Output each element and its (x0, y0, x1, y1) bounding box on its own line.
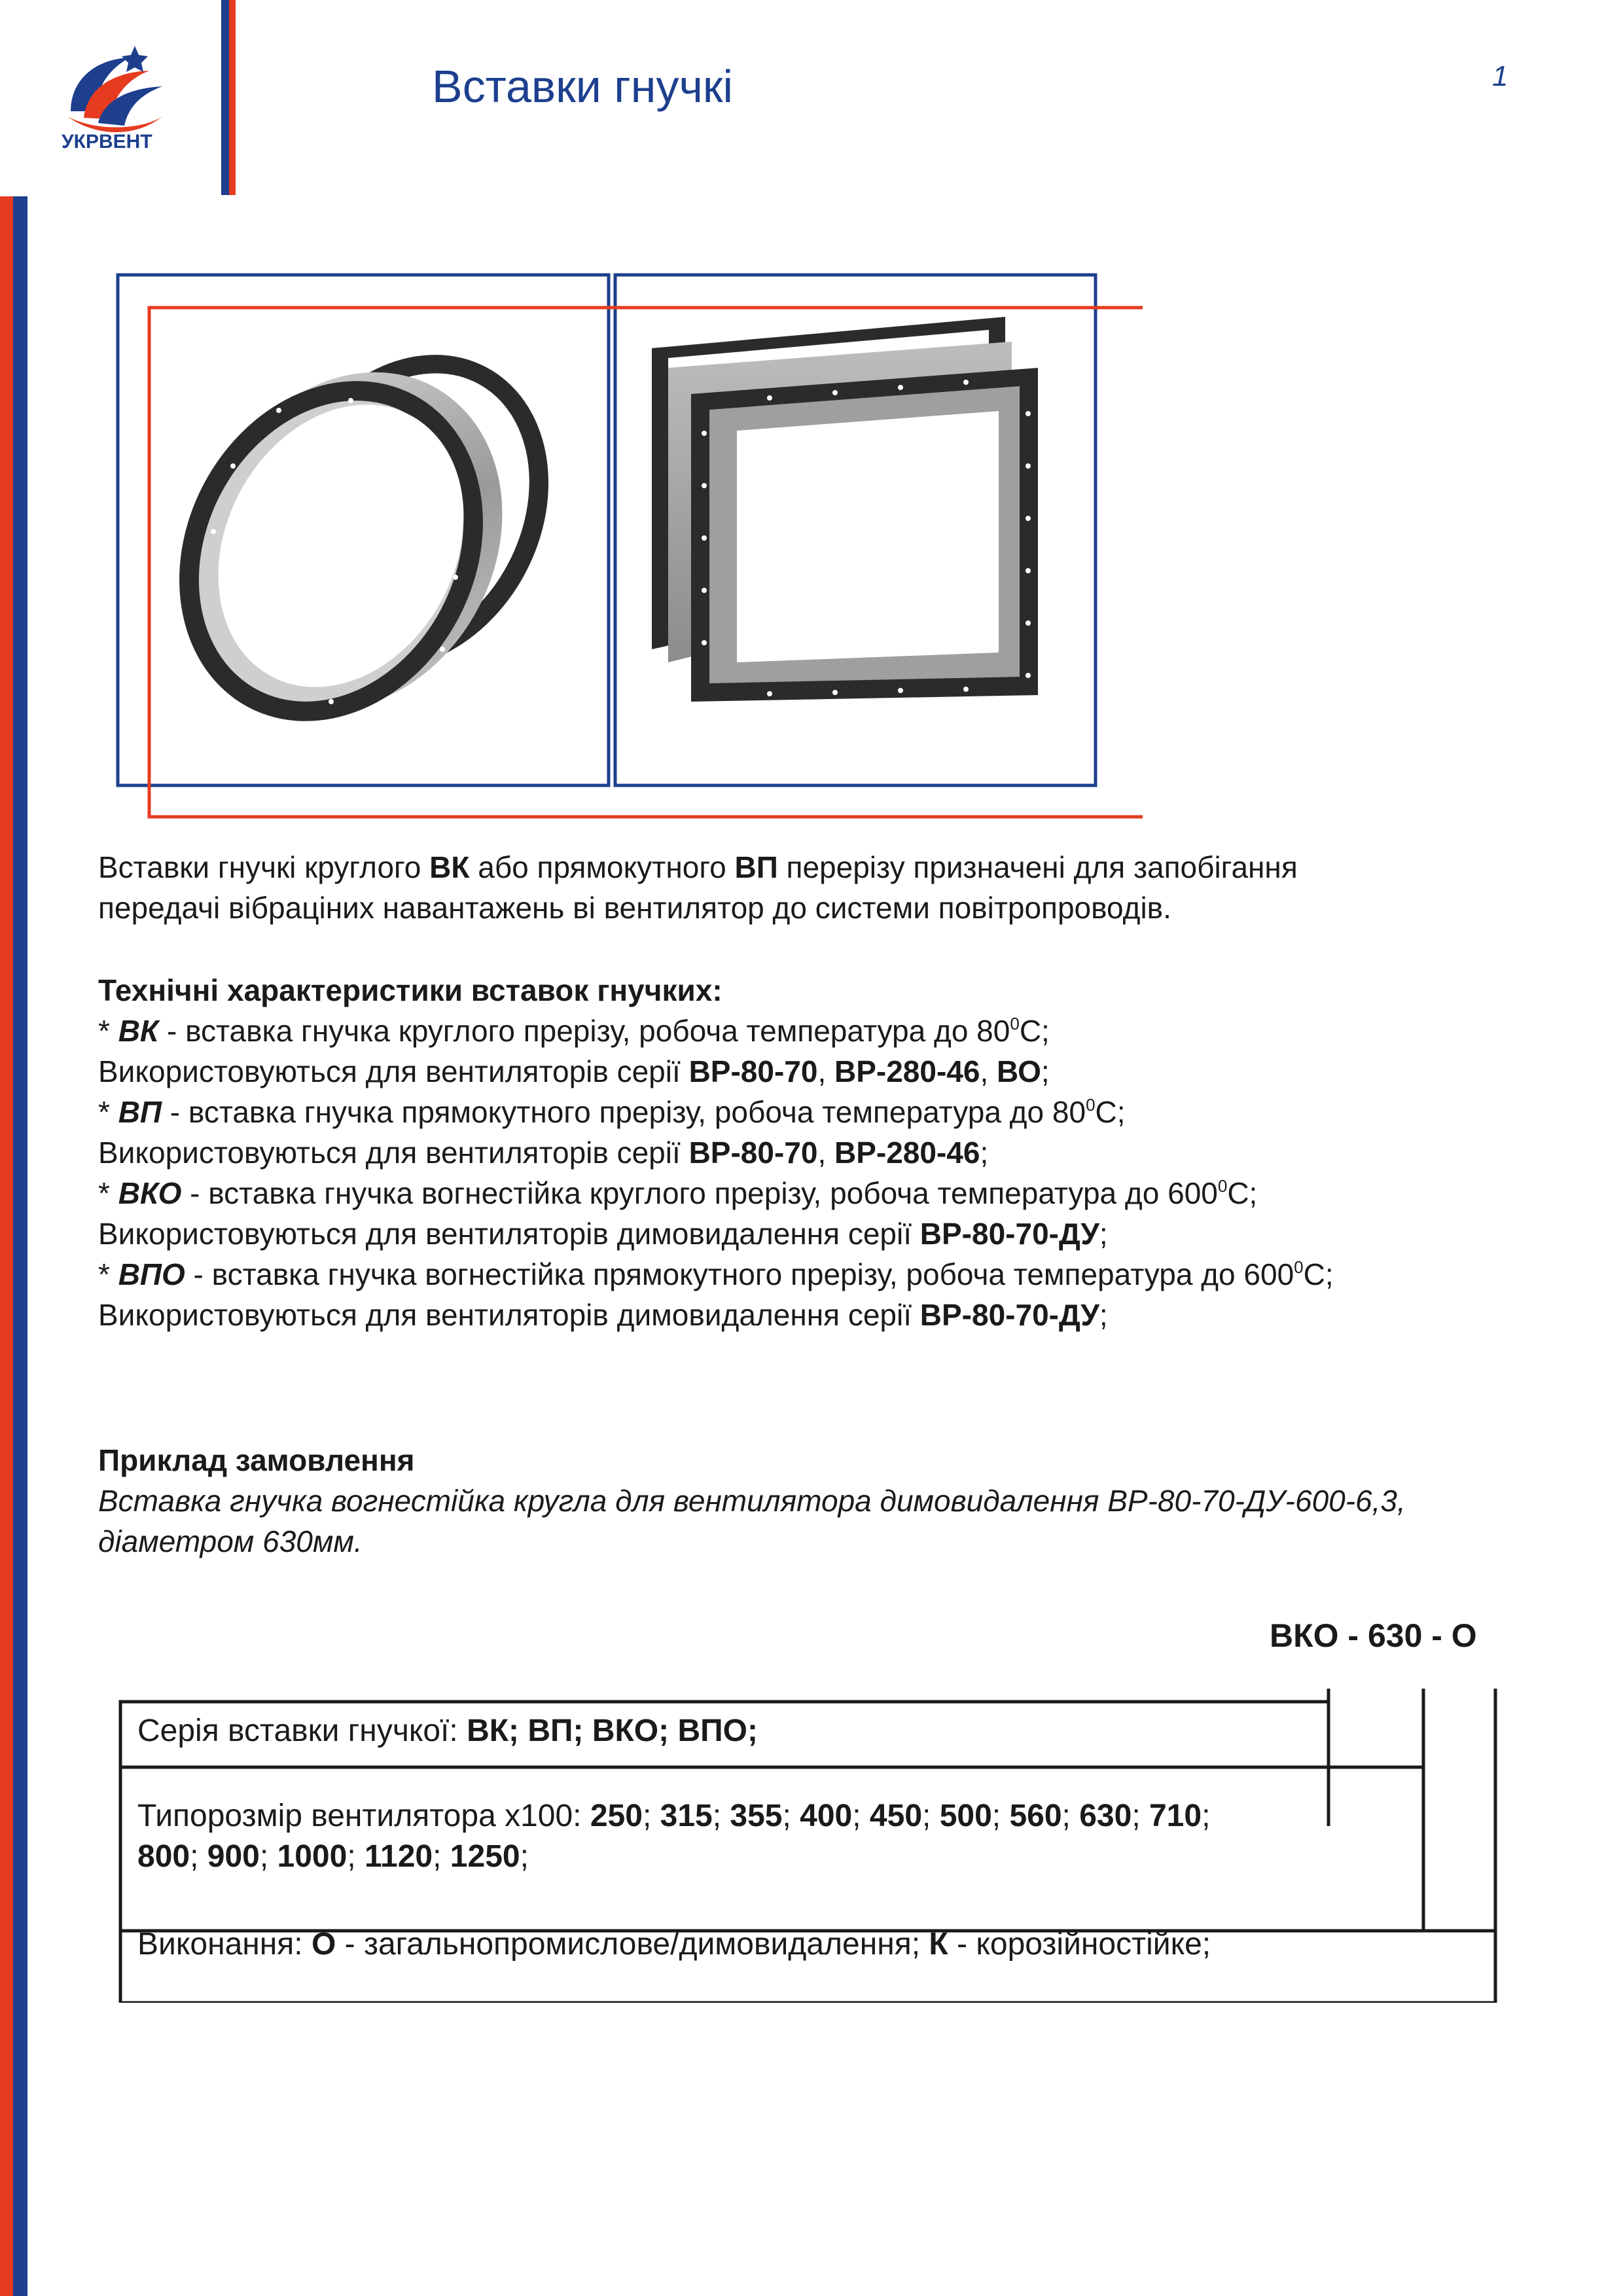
spec-vpo: * ВПО - вставка гнучка вогнестійка прямокутного прерізу, робоча температура до $600^0С$; (98, 1257, 1334, 1291)
order-code: ВКО - 630 - О (1270, 1617, 1477, 1654)
specs-block (98, 970, 1334, 1335)
page-title: Вставки гнучкі (432, 61, 734, 112)
order-line-2: діаметром 630мм. (98, 1524, 363, 1558)
spec-vko: * ВКО - вставка гнучка вогнестійка круглого прерізу, робоча температура до $600^0С$; (98, 1176, 1258, 1210)
order-heading: Приклад замовлення (98, 1443, 415, 1477)
spec-vp: * ВП - вставка гнучка прямокутного прерізу, робоча температура до $80^0С$; (98, 1095, 1126, 1129)
scheme-row-size (137, 1796, 1210, 1877)
spec-vko-use: Використовуються для вентиляторів димовидалення серії ВР-80-70-ДУ; (98, 1217, 1108, 1251)
left-red-stripe (0, 196, 13, 2296)
order-example (98, 1440, 1406, 1562)
page-number: 1 (1492, 60, 1508, 92)
spec-vk-use: Використовуються для вентиляторів серії ВР-80-70, ВР-280-46, ВО; (98, 1054, 1050, 1088)
specs-heading: Технічні характеристики вставок гнучких: (98, 973, 722, 1007)
order-line-1: Вставка гнучка вогнестійка кругла для вентилятора димовидалення ВР-80-70-ДУ-600-6,3, (98, 1484, 1406, 1518)
left-blue-stripe (13, 196, 27, 2296)
rectangular-insert-image (652, 317, 1038, 702)
size-line-1: Типорозмір вентилятора х100: 250; 315; 355; 400; 450; 500; 560; 630; 710; (137, 1799, 1211, 1833)
intro-paragraph (98, 847, 1298, 928)
spec-vk: * ВК - вставка гнучка круглого прерізу, робоча температура до $80^0С$; (98, 1014, 1050, 1048)
size-line-2: 800; 900; 1000; 1120; 1250; (137, 1839, 529, 1874)
spec-vpo-use: Використовуються для вентиляторів димовидалення серії ВР-80-70-ДУ; (98, 1298, 1108, 1332)
spec-vp-use: Використовуються для вентиляторів серії ВР-80-70, ВР-280-46; (98, 1136, 989, 1170)
intro-line-1: Вставки гнучкі круглого ВК або прямокутного ВП перерізу призначені для запобігання (98, 850, 1298, 884)
product-illustration (115, 270, 1143, 819)
scheme-row-execution: Виконання: О - загальнопромислове/димовидалення; К - корозійностійке; (137, 1927, 1211, 1962)
round-insert-image (121, 306, 602, 774)
scheme-row-series: Серія вставки гнучкої: ВК; ВП; ВКО; ВПО; (137, 1713, 758, 1748)
logo-text: УКРВЕНТ (62, 131, 152, 152)
intro-line-2: передачі вібраціних навантажень ві вентилятор до системи повітропроводів. (98, 891, 1171, 925)
header-blue-divider (221, 0, 229, 195)
header-red-divider (229, 0, 236, 195)
